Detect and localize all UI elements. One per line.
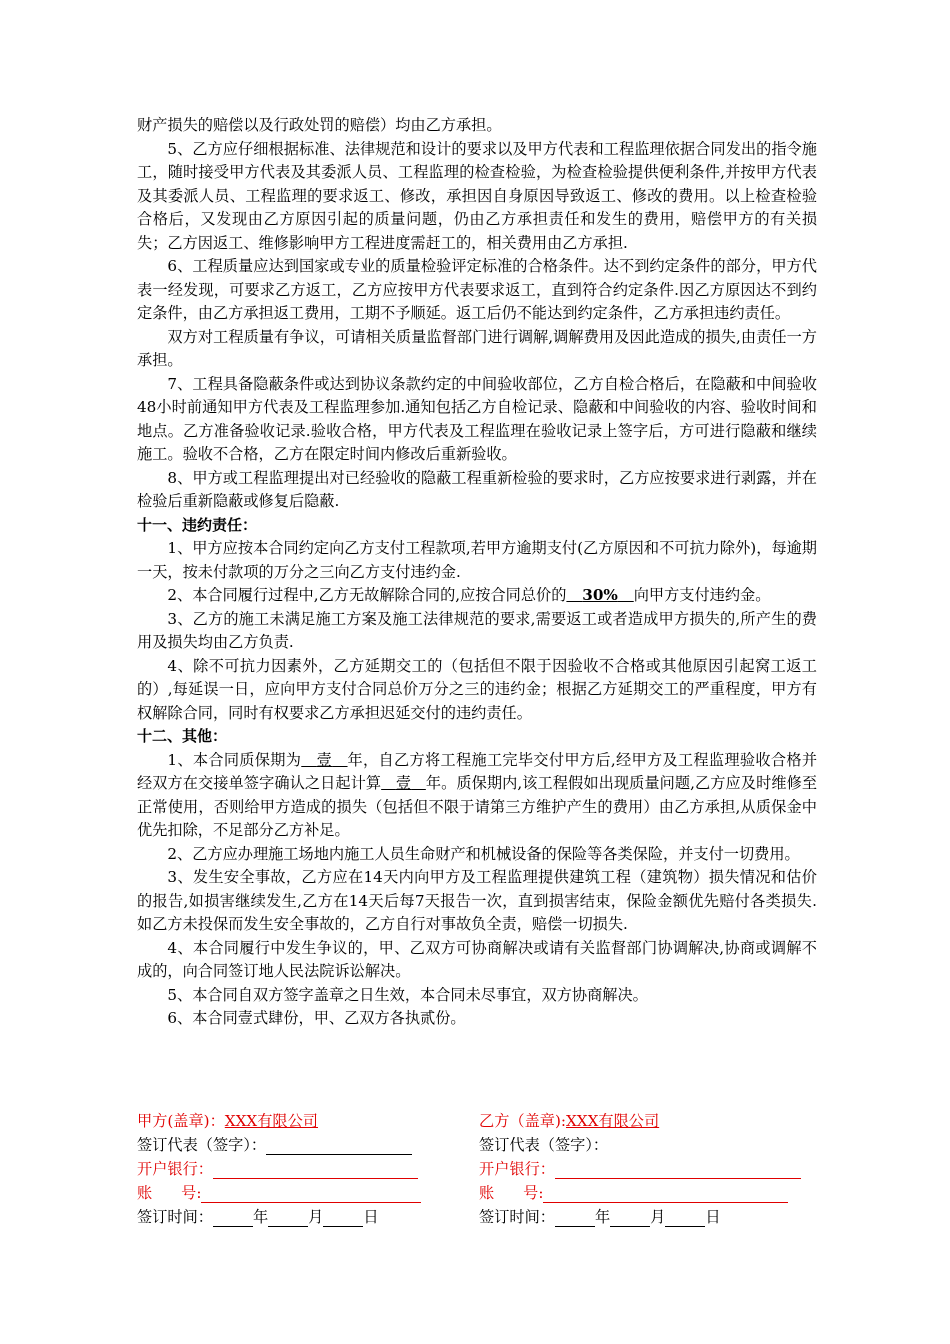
paragraph-other-5: 5、本合同自双方签字盖章之日生效，本合同未尽事宜，双方协商解决。 (167, 985, 648, 1004)
paragraph-clause-8: 8、甲方或工程监理提出对已经验收的隐蔽工程重新检验的要求时，乙方应按要求进行剥露，并在检验后重新隐蔽或修复后隐蔽. (137, 468, 817, 510)
party-a-year-blank[interactable] (213, 1208, 253, 1227)
signature-row-account (137, 1182, 817, 1206)
paragraph-breach-3: 3、乙方的施工未满足施工方案及施工法律规范的要求,需要返工或者造成甲方损失的,所产生的费用及损失均由乙方负责. (137, 609, 817, 651)
signature-row-representative (137, 1134, 817, 1158)
contract-body (137, 114, 817, 1031)
party-a-day-label: 日 (363, 1208, 379, 1226)
party-a-account (137, 1182, 421, 1203)
section-heading-12: 十二、其他： (137, 727, 228, 745)
party-a-rep-label: 签订代表（签字）： (137, 1136, 267, 1154)
paragraph-other-3: 3、发生安全事故，乙方应在14天内向甲方及工程监理提供建筑工程（建筑物）损失情况和估价的报告,如损害继续发生,乙方在14天后每7天报告一次，直到损害结束，保险金额优先赔付各类损失. 如乙方未投保而发生安全事故的，乙方自行对事故负全责，赔偿一切损失. (137, 868, 817, 933)
party-b-label: 乙方（盖章): (479, 1112, 566, 1130)
other-1-text-b: 年，自乙方将工程施工完毕交付甲方后,经甲方及工程监理验收合格并经双方在交接单签字确认之日起计算 (137, 750, 818, 792)
section-heading-11: 十一、违约责任： (137, 515, 258, 534)
warranty-years-1-value: 壹 (316, 750, 333, 769)
paragraph-quality-dispute: 双方对工程质量有争议，可请相关质量监督部门进行调解,调解费用及因此造成的损失,由责任一方承担。 (137, 327, 817, 369)
party-a-date (137, 1206, 379, 1227)
party-b-name: XXX有限公司 (565, 1112, 660, 1130)
signature-row-party (137, 1110, 817, 1134)
party-a-name: XXX有限公司 (224, 1112, 318, 1130)
party-a-label: 甲方(盖章)： (137, 1112, 225, 1130)
paragraph-other-1 (137, 749, 817, 843)
party-a-rep-signature-line[interactable] (266, 1136, 412, 1155)
party-a-date-label: 签订时间： (137, 1208, 213, 1226)
party-a-bank-line[interactable] (213, 1160, 418, 1179)
party-b-representative (479, 1134, 608, 1155)
party-b-date (479, 1206, 721, 1227)
warranty-years-2-value: 壹 (395, 774, 412, 792)
party-a-seal (137, 1110, 318, 1131)
party-a-month-label: 月 (308, 1208, 324, 1226)
party-b-month-label: 月 (650, 1208, 666, 1226)
paragraph-clause-6: 6、工程质量应达到国家或专业的质量检验评定标准的合格条件。达不到约定条件的部分，甲方代表一经发现，可要求乙方返工，乙方应按甲方代表要求返工，直到符合约定条件.因乙方原因达不到约定条件，由乙方承担返工费用，工期不予顺延。返工后仍不能达到约定条件，乙方承担违约责任。 (137, 257, 817, 322)
party-b-year-blank[interactable] (555, 1208, 595, 1227)
party-a-account-label: 账 号: (137, 1184, 202, 1202)
party-b-account-line[interactable] (543, 1184, 788, 1203)
penalty-percentage-value: 30% (582, 586, 618, 604)
paragraph-intro: 财产损失的赔偿以及行政处罚的赔偿）均由乙方承担。 (137, 116, 502, 134)
breach-2-text-pre: 2、本合同履行过程中,乙方无故解除合同的,应按合同总价的 (167, 586, 567, 604)
party-a-day-blank[interactable] (323, 1208, 363, 1227)
party-b-day-label: 日 (705, 1208, 721, 1226)
party-b-bank (479, 1158, 801, 1179)
other-1-text-c: 年。质保期内,该工程假如出现质量问题,乙方应及时维修至正常使用，否则给甲方造成的损失（包括但不限于请第三方维护产生的费用）由乙方承担,从质保金中优先扣除，不足部分乙方补足。 (137, 774, 818, 839)
party-b-bank-line[interactable] (555, 1160, 801, 1179)
party-a-representative (137, 1134, 412, 1155)
party-b-account (479, 1182, 788, 1203)
party-b-month-blank[interactable] (610, 1208, 650, 1227)
paragraph-clause-5: 5、乙方应仔细根据标准、法律规范和设计的要求以及甲方代表和工程监理依据合同发出的指令施工，随时接受甲方代表及其委派人员、工程监理的检查检验，为检查检验提供便利条件,并按甲方代表及其委派人员、工程监理的要求返工、修改，承担因自身原因导致返工、修改的费用。以上检查检验合格后，又发现由乙方原因引起的质量问题，仍由乙方承担责任和发生的费用，赔偿甲方的有关损失；乙方因返工、维修影响甲方工程进度需赶工的，相关费用由乙方承担. (137, 139, 817, 252)
party-b-seal (479, 1110, 659, 1131)
party-b-rep-label: 签订代表（签字）： (479, 1136, 609, 1154)
party-a-bank (137, 1158, 418, 1179)
party-a-account-line[interactable] (201, 1184, 421, 1203)
paragraph-breach-1: 1、甲方应按本合同约定向乙方支付工程款项,若甲方逾期支付(乙方原因和不可抗力除外)，每逾期一天，按未付款项的万分之三向乙方支付违约金. (137, 539, 817, 581)
penalty-percentage (566, 586, 633, 604)
paragraph-other-2: 2、乙方应办理施工场地内施工人员生命财产和机械设备的保险等各类保险，并支付一切费用。 (167, 844, 800, 863)
signature-row-bank (137, 1158, 817, 1182)
paragraph-breach-2 (137, 584, 817, 608)
signature-block (137, 1110, 817, 1230)
party-b-date-label: 签订时间： (479, 1208, 555, 1226)
warranty-years-1 (301, 751, 347, 769)
party-a-year-label: 年 (252, 1208, 269, 1226)
breach-2-text-post: 向甲方支付违约金。 (633, 586, 771, 604)
paragraph-other-4: 4、本合同履行中发生争议的，甲、乙双方可协商解决或请有关监督部门协调解决,协商或调解不成的，向合同签订地人民法院诉讼解决。 (137, 938, 817, 980)
other-1-text-a: 1、本合同质保期为 (167, 750, 302, 769)
party-a-bank-label: 开户银行： (137, 1160, 213, 1178)
paragraph-clause-7: 7、工程具备隐蔽条件或达到协议条款约定的中间验收部位，乙方自检合格后，在隐蔽和中间验收48小时前通知甲方代表及工程监理参加.通知包括乙方自检记录、隐蔽和中间验收的内容、验收时间和地点。乙方准备验收记录.验收合格，甲方代表及工程监理在验收记录上签字后，方可进行隐蔽和继续施工。验收不合格，乙方在限定时间内修改后重新验收。 (137, 374, 817, 463)
party-b-day-blank[interactable] (665, 1208, 705, 1227)
party-b-year-label: 年 (594, 1208, 611, 1226)
paragraph-other-6: 6、本合同壹式肆份，甲、乙双方各执贰份。 (167, 1009, 466, 1027)
warranty-years-2 (381, 774, 426, 792)
party-b-account-label: 账 号: (479, 1184, 544, 1202)
party-b-bank-label: 开户银行： (479, 1160, 555, 1178)
signature-row-date (137, 1206, 817, 1230)
party-a-month-blank[interactable] (268, 1208, 308, 1227)
paragraph-breach-4: 4、除不可抗力因素外，乙方延期交工的（包括但不限于因验收不合格或其他原因引起窝工返工的）,每延误一日，应向甲方支付合同总价万分之三的违约金；根据乙方延期交工的严重程度，甲方有权解除合同，同时有权要求乙方承担迟延交付的违约责任。 (137, 656, 817, 722)
